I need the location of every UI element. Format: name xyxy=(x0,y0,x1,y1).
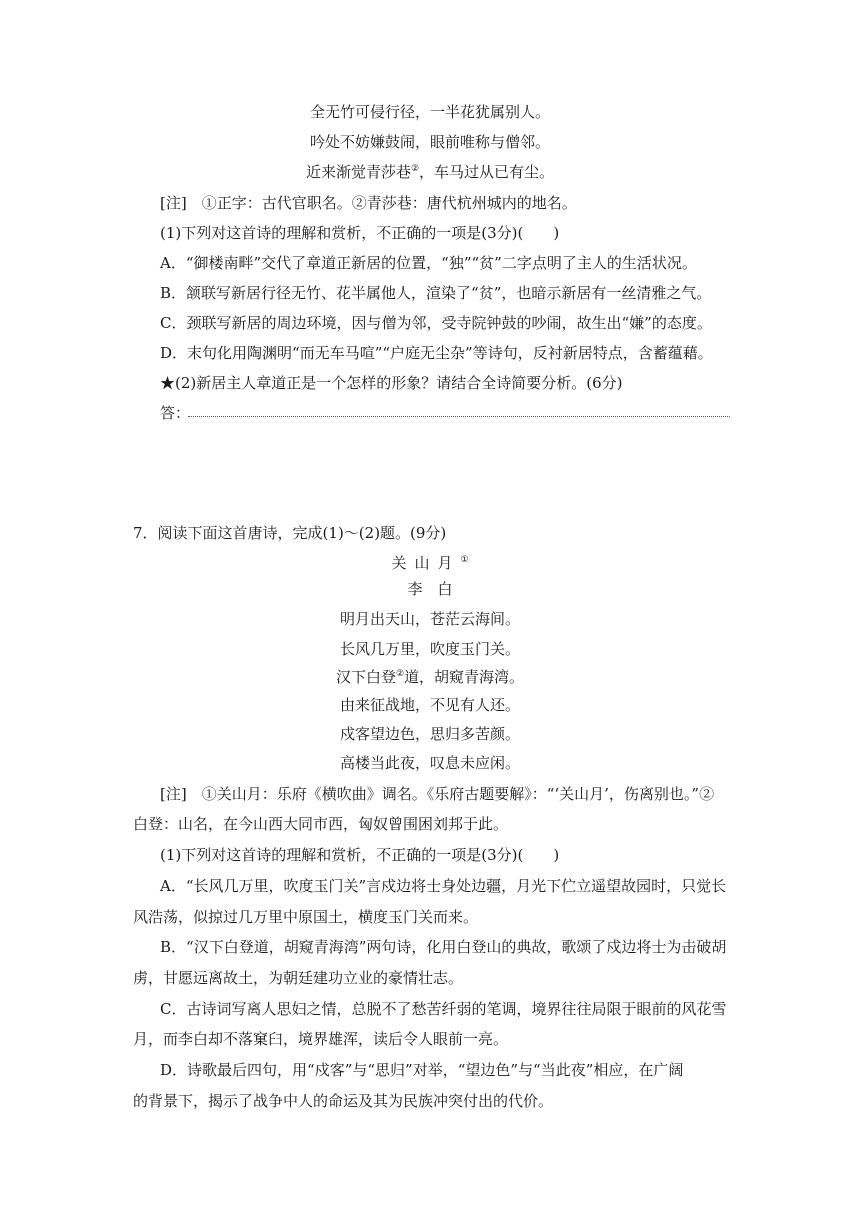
poem2-line: 明月出天山，苍茫云海间。 xyxy=(339,610,520,628)
q7-option-d: D．诗歌最后四句，用“戍客”与“思归”对举，“望边色”与“当此夜”相应，在广阔 xyxy=(160,1061,684,1079)
q7-intro: 7．阅读下面这首唐诗，完成(1)～(2)题。(9分) xyxy=(133,524,447,542)
footnote-marker: ① xyxy=(460,555,469,565)
q7-option-c-cont: 月，而李白却不落窠臼，境界雄浑，读后令人眼前一亮。 xyxy=(133,1030,509,1048)
q7-option-d-cont: 的背景下，揭示了战争中人的命运及其为民族冲突付出的代价。 xyxy=(133,1092,554,1110)
q6-option-c: C．颈联写新居的周边环境，因与僧为邻，受寺院钟鼓的吵闹，故生出“嫌”的态度。 xyxy=(160,314,712,332)
poem1-line: 全无竹可侵行径，一半花犹属别人。 xyxy=(309,103,550,121)
answer-label: 答： xyxy=(160,404,191,422)
q7-option-b-cont: 虏，甘愿远离故土，为朝廷建功立业的豪情壮志。 xyxy=(133,969,464,987)
poem1-note: [注] ①正字：古代官职名。②青莎巷：唐代杭州城内的地名。 xyxy=(160,194,577,212)
poem2-line: 长风几万里，吹度玉门关。 xyxy=(339,640,520,658)
q7-option-b: B．“汉下白登道，胡窥青海湾”两句诗，化用白登山的典故，歌颂了戍边将士为击破胡 xyxy=(160,938,727,956)
poem2-note-cont: 白登：山名，在今山西大同市西，匈奴曾围困刘邦于此。 xyxy=(133,815,509,833)
answer-line[interactable] xyxy=(188,416,730,417)
poem2-line xyxy=(0,667,860,687)
q7-option-a-cont: 风浩荡，似掠过几万里中原国土，横度玉门关而来。 xyxy=(133,908,479,926)
poem2-line-text: 汉下白登 xyxy=(335,668,396,686)
poem2-line-text: 道，胡窥青海湾。 xyxy=(404,668,525,686)
poem2-author: 李 白 xyxy=(407,580,453,598)
footnote-marker: ② xyxy=(410,164,420,174)
poem1-line-text: ，车马过从已有尘。 xyxy=(419,163,555,181)
poem1-line-text: 近来渐觉青莎巷 xyxy=(305,163,411,181)
q7-option-a: A．“长风几万里，吹度玉门关”言戍边将士身处边疆，月光下伫立遥望故园时，只觉长 xyxy=(160,877,727,895)
footnote-marker: ② xyxy=(395,669,405,679)
poem2-line: 高楼当此夜，叹息未应闲。 xyxy=(339,754,520,772)
q6-subquestion-1: (1)下列对这首诗的理解和赏析，不正确的一项是(3分)( ) xyxy=(160,224,560,242)
poem2-line: 戍客望边色，思归多苦颜。 xyxy=(339,725,520,743)
q6-subquestion-2: ★(2)新居主人章道正是一个怎样的形象？请结合全诗简要分析。(6分) xyxy=(160,374,623,392)
poem1-line: 吟处不妨嫌鼓闹，眼前唯称与僧邻。 xyxy=(309,133,550,151)
q6-option-d: D．末句化用陶渊明“而无车马喧”“户庭无尘杂”等诗句，反衬新居特点，含蓄蕴藉。 xyxy=(160,344,713,362)
q6-option-b: B．颔联写新居行径无竹、花半属他人，渲染了“贫”，也暗示新居有一丝清雅之气。 xyxy=(160,284,712,302)
q7-option-c: C．古诗词写离人思妇之情，总脱不了愁苦纤弱的笔调，境界往往局限于眼前的风花雪 xyxy=(160,1000,727,1018)
q7-subquestion-1: (1)下列对这首诗的理解和赏析，不正确的一项是(3分)( ) xyxy=(160,846,560,864)
poem2-note: [注] ①关山月：乐府《横吹曲》调名。《乐府古题要解》：“‘关山月’，伤离别也。”② xyxy=(160,785,715,803)
poem1-line xyxy=(0,162,860,182)
poem2-line: 由来征战地，不见有人还。 xyxy=(339,696,520,714)
poem2-title xyxy=(0,553,860,573)
poem2-title-text: 关山月 xyxy=(391,554,461,572)
q6-option-a: A．“御楼南畔”交代了章道正新居的位置，“独”“贫”二字点明了主人的生活状况。 xyxy=(160,254,697,272)
